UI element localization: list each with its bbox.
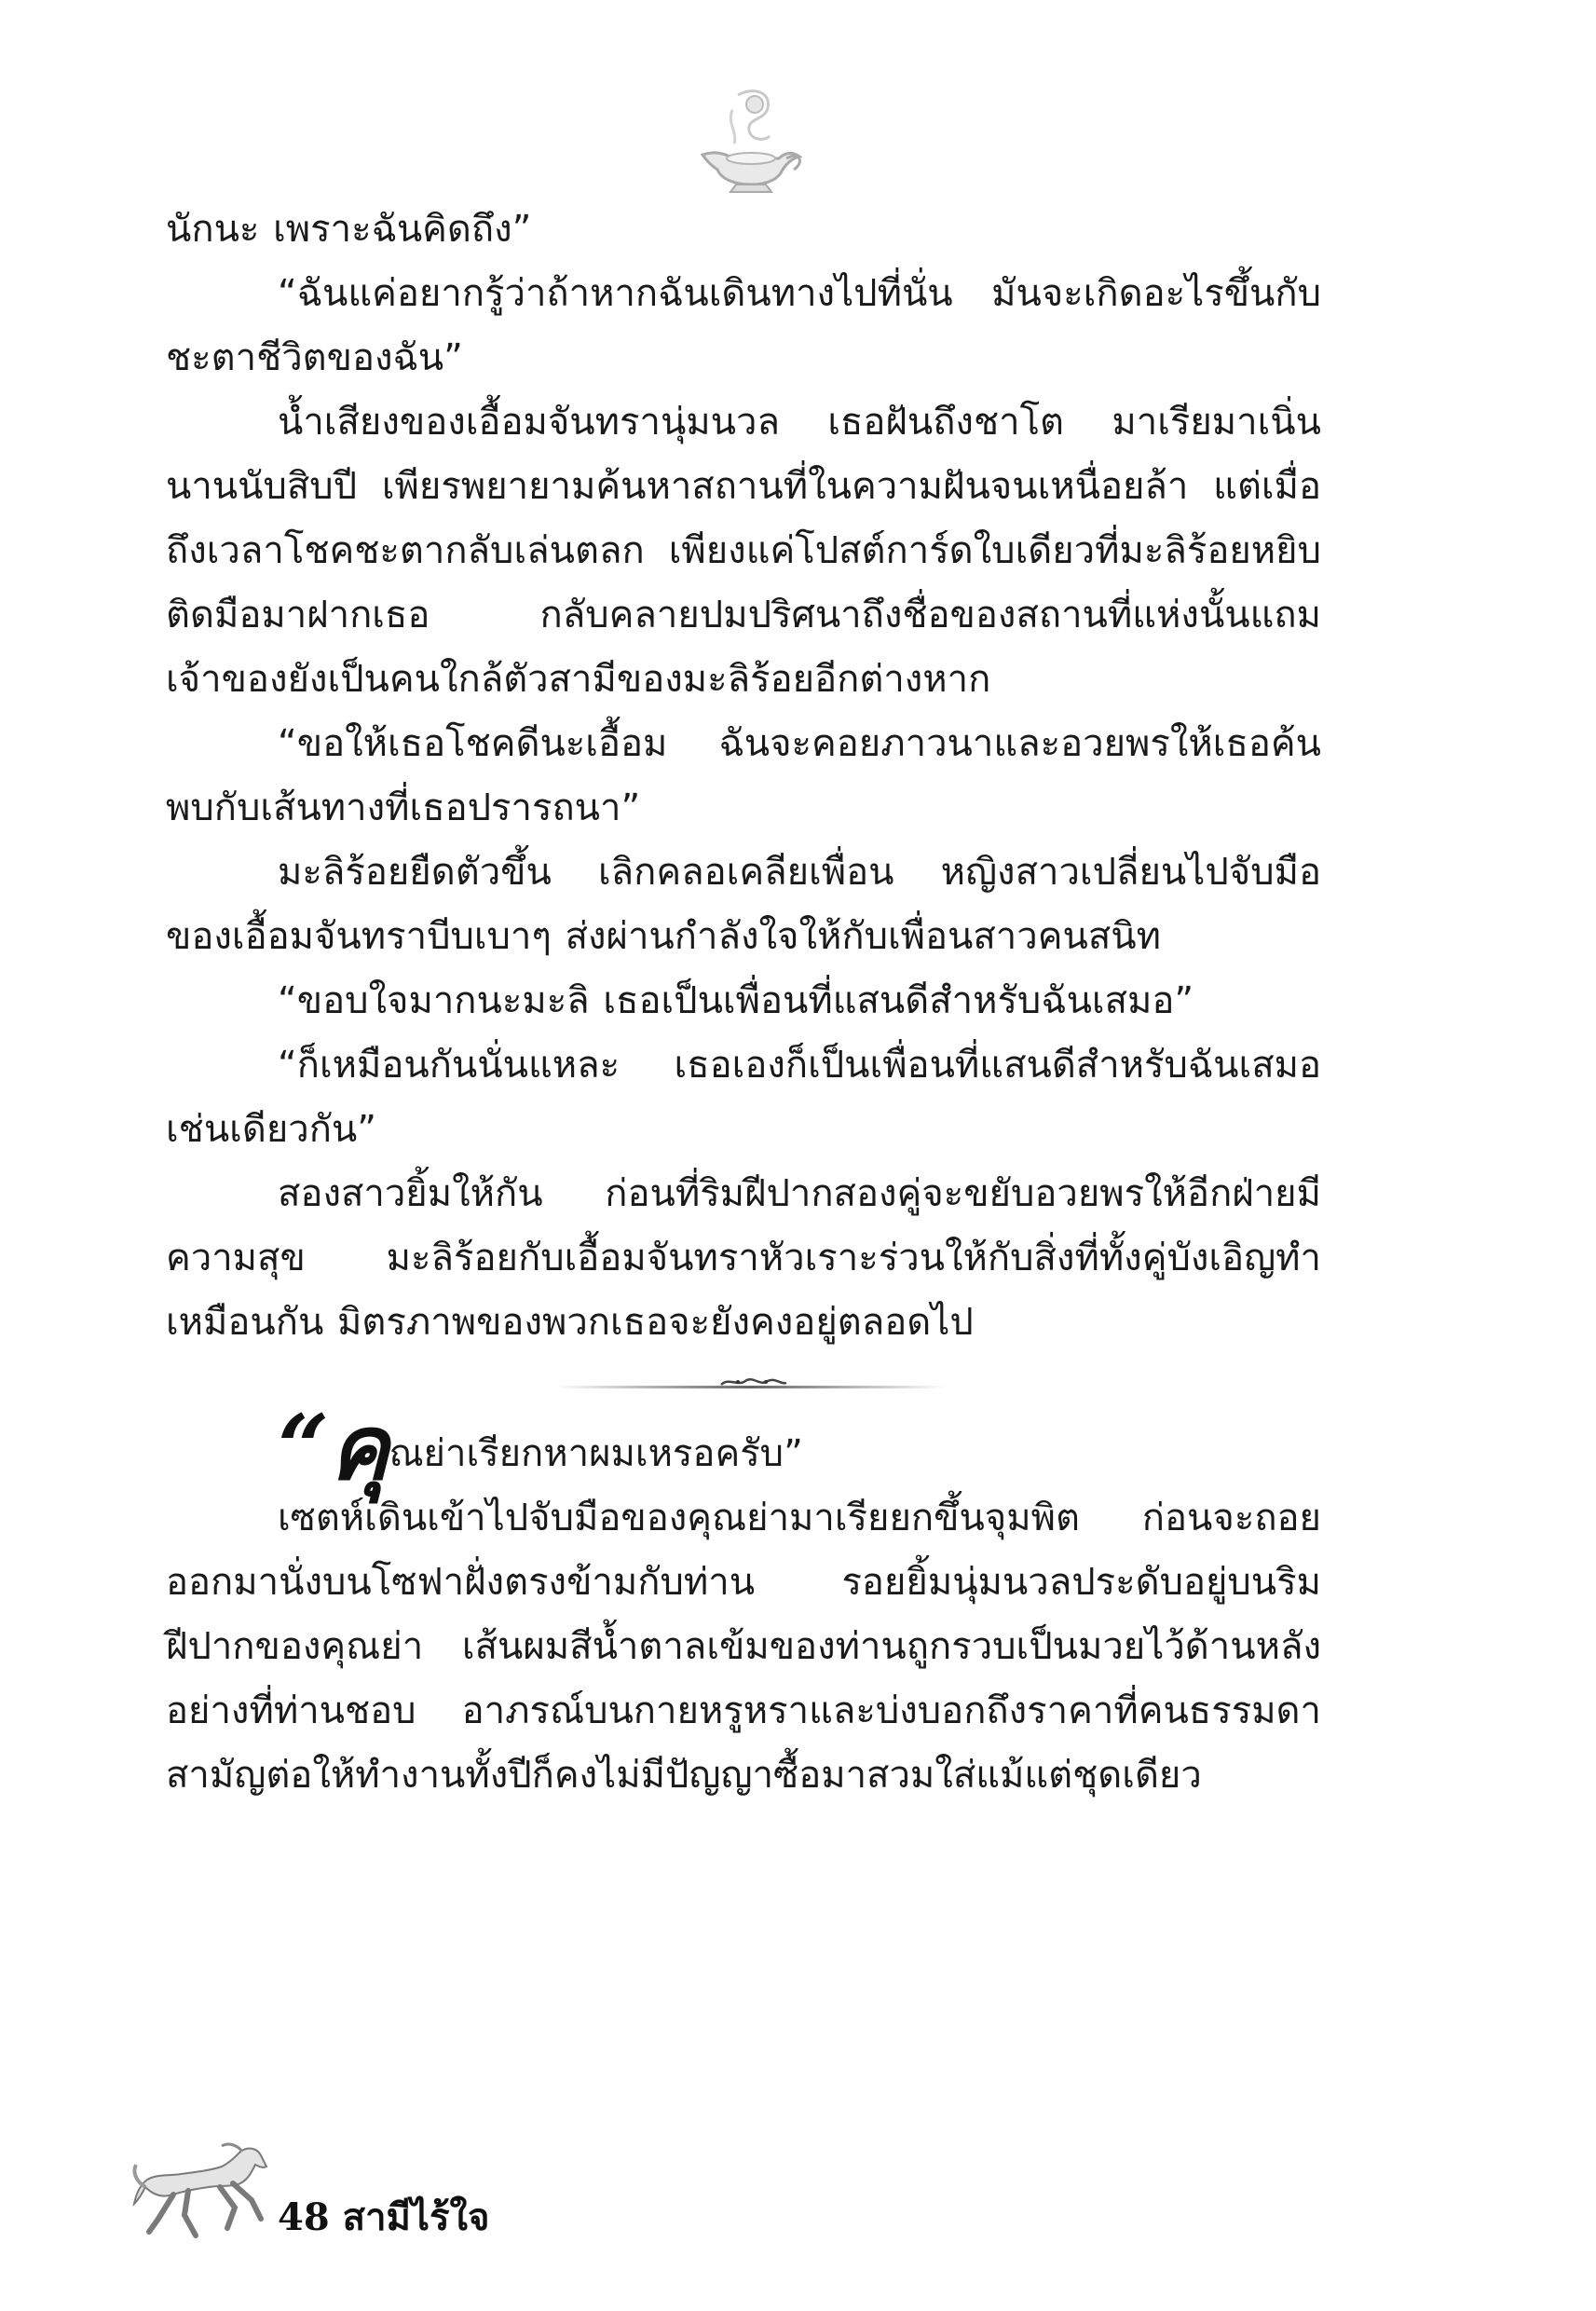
paragraphs-part1 <box>166 198 1321 1355</box>
horse-icon <box>130 2139 275 2241</box>
paragraph: มะลิร้อยยืดตัวขึ้น เลิกคลอเคลียเพื่อน หญิงสาวเปลี่ยนไปจับมือของเอื้อมจันทราบีบเบาๆ ส่งผ่านกำลังใจให้กับเพื่อนสาวคนสนิท <box>166 851 1321 958</box>
paragraph: สองสาวยิ้มให้กัน ก่อนที่ริมฝีปากสองคู่จะขยับอวยพรให้อีกฝ่ายมีความสุข มะลิร้อยกับเอื้อมจันทราหัวเราะร่วนให้กับสิ่งที่ทั้งคู่บังเอิญทำเหมือนกัน มิตรภาพของพวกเธอจะยังคงอยู่ตลอดไป <box>166 1172 1321 1344</box>
paragraph: “ขอบใจมากนะมะลิ เธอเป็นเพื่อนที่แสนดีสำหรับฉันเสมอ” <box>278 979 1194 1022</box>
ornamental-divider-icon <box>555 1374 947 1396</box>
body-text <box>166 198 1321 1808</box>
paragraphs-part2 <box>166 1486 1321 1808</box>
paragraph: “ขอให้เธอโชคดีนะเอื้อม ฉันจะคอยภาวนาและอวยพรให้เธอค้นพบกับเส้นทางที่เธอปรารถนา” <box>166 722 1321 829</box>
drop-cap: “คุ <box>278 1395 389 1500</box>
folio <box>278 2187 489 2247</box>
page-number: 48 <box>278 2195 330 2239</box>
paragraph: นักนะ เพราะฉันคิดถึง” <box>166 208 532 251</box>
paragraph: น้ำเสียงของเอื้อมจันทรานุ่มนวล เธอฝันถึงชาโต มาเรียมาเนิ่นนานนับสิบปี เพียรพยายามค้นหาสถานที่ในความฝันจนเหนื่อยล้า แต่เมื่อถึงเวลาโชคชะตากลับเล่นตลก เพียงแค่โปสต์การ์ดใบเดียวที่มะลิร้อยหยิบติดมือมาฝากเธอ กลับคลายปมปริศนาถึงชื่อของสถานที่แห่งนั้นแถมเจ้าของยังเป็นคนใกล้ตัวสามีของมะลิร้อยอีกต่างหาก <box>166 401 1321 701</box>
book-title: สามีไร้ใจ <box>342 2195 490 2239</box>
paragraph: “ฉันแค่อยากรู้ว่าถ้าหากฉันเดินทางไปที่นั่น มันจะเกิดอะไรขึ้นกับชะตาชีวิตของฉัน” <box>166 272 1321 379</box>
page-footer <box>130 2139 596 2241</box>
chapter-opening-line <box>166 1395 1321 1500</box>
paragraph: เซตห์เดินเข้าไปจับมือของคุณย่ามาเรียยกขึ้นจุมพิต ก่อนจะถอยออกมานั่งบนโซฟาฝั่งตรงข้ามกับท่าน รอยยิ้มนุ่มนวลประดับอยู่บนริมฝีปากของคุณย่า เส้นผมสีน้ำตาลเข้มของท่านถูกรวบเป็นมวยไว้ด้านหลังอย่างที่ท่านชอบ อาภรณ์บนกายหรูหราและบ่งบอกถึงราคาที่คนธรรมดาสามัญต่อให้ทำงานทั้งปีก็คงไม่มีปัญญาซื้อมาสวมใส่แม้แต่ชุดเดียว <box>166 1497 1321 1797</box>
genie-lamp-icon <box>689 86 811 198</box>
chapter-opening-rest: ณย่าเรียกหาผมเหรอครับ” <box>389 1432 803 1475</box>
paragraph: “ก็เหมือนกันนั่นแหละ เธอเองก็เป็นเพื่อนที่แสนดีสำหรับฉันเสมอเช่นเดียวกัน” <box>166 1044 1321 1151</box>
